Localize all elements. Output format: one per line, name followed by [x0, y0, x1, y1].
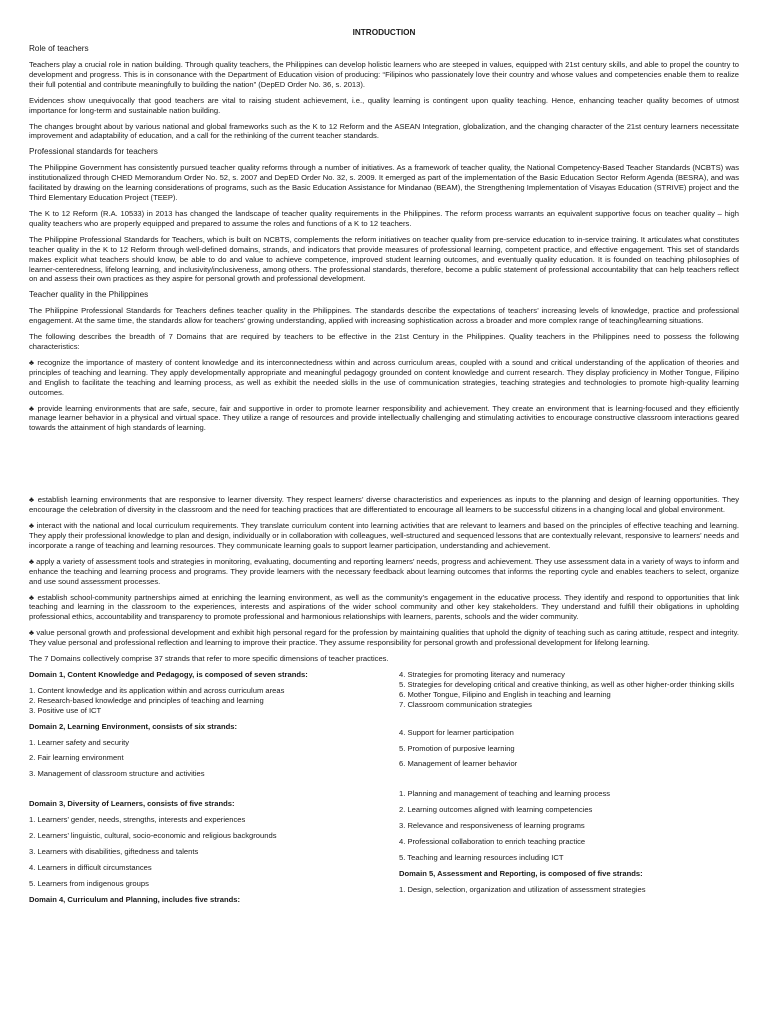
strand-item: 5. Strategies for developing critical and creative thinking, as well as other higher-order thinking skills [399, 679, 735, 689]
domain-3-heading: Domain 3, Diversity of Learners, consists of five strands: [29, 799, 235, 809]
bullet-paragraph: ♣ interact with the national and local curriculum requirements. They translate curriculum content into learning activities that are relevant to learners and based on the principles of effective teaching and learning. They apply their professional knowledge to plan and design, individually or in collaboration with colleagues, well-structured and sequenced lessons that are contextually relevant, responsive to learners’ needs and incorporate a range of teaching and learning resources. They communicate learning goals to support learner participation, understanding and achievement. [29, 521, 739, 550]
strand-item: 3. Relevance and responsiveness of learning programs [399, 821, 585, 831]
strand-item: 3. Learners with disabilities, giftedness and talents [29, 846, 199, 856]
page-title: INTRODUCTION [352, 28, 416, 37]
paragraph: The 7 Domains collectively comprise 37 strands that refer to more specific dimensions of teacher practices. [29, 654, 389, 664]
document-page [29, 28, 739, 905]
bullet-paragraph: ♣ establish learning environments that are responsive to learner diversity. They respect learners’ diverse characteristics and experiences as inputs to the planning and design of learning opportunities. They encourage the celebration of diversity in the classroom and the need for teaching practices that are differentiated to encourage all learners to be successful citizens in a changing local and global environment. [29, 495, 739, 515]
domain-2-heading: Domain 2, Learning Environment, consists of six strands: [29, 721, 238, 731]
domains-right-column [399, 670, 739, 905]
domain-1-heading: Domain 1, Content Knowledge and Pedagogy, is composed of seven strands: [29, 669, 308, 679]
strand-item: 2. Research-based knowledge and principles of teaching and learning [29, 695, 264, 705]
page-gap [29, 439, 739, 495]
paragraph: Evidences show unequivocally that good teachers are vital to raising student achievement, i.e., quality learning is contingent upon quality teaching. Hence, enhancing teacher quality becomes of utmost importance for long-term and sustainable nation building. [29, 95, 739, 115]
paragraph: The Philippine Professional Standards for Teachers defines teacher quality in the Philippines. The standards describe the expectations of teachers’ increasing levels of knowledge, practice and professional engagement. At the same time, the standards allow for teachers’ growing understanding, applied with increasing sophistication across a broader and more complex range of teaching/learning situations. [29, 306, 739, 326]
paragraph: Teachers play a crucial role in nation building. Through quality teachers, the Philippines can develop holistic learners who are steeped in values, equipped with 21st century skills, and able to propel the country to development and progress. This is in consonance with the Department of Education vision of producing: “Filipinos who passionately love their country and whose values and competencies enable them to realize their full potential and contribute meaningfully to building the nation” (DepED Order No. 36, s. 2013). [29, 60, 739, 89]
strand-item: 3. Management of classroom structure and activities [29, 769, 205, 779]
paragraph: The K to 12 Reform (R.A. 10533) in 2013 has changed the landscape of teacher quality requirements in the Philippines. The reform process warrants an equivalent supportive focus on teacher quality – high quality teachers who are properly equipped and prepared to assume the roles and functions of a K to 12 teachers. [29, 208, 739, 228]
strand-item: 1. Learner safety and security [29, 737, 130, 747]
domain-5-heading: Domain 5, Assessment and Reporting, is composed of five strands: [399, 868, 643, 878]
paragraph: The following describes the breadth of 7 Domains that are required by teachers to be effective in the 21st Century in the Philippines. Quality teachers in the Philippines need to possess the following characteristics: [29, 332, 739, 352]
bullet-paragraph: ♣ value personal growth and professional development and exhibit high personal regard for the profession by maintaining qualities that uphold the dignity of teaching such as caring attitude, respect and integrity. They value personal and professional reflection and learning to improve their practice. They assume responsibility for personal growth and professional development for lifelong learning. [29, 628, 739, 648]
strand-item: 5. Learners from indigenous groups [29, 878, 149, 888]
strand-item: 1. Content knowledge and its application within and across curriculum areas [29, 685, 285, 695]
strand-item: 4. Learners in difficult circumstances [29, 862, 152, 872]
strand-item: 4. Professional collaboration to enrich teaching practice [399, 837, 586, 847]
strand-item: 3. Positive use of ICT [29, 705, 102, 715]
section-heading-standards: Professional standards for teachers [29, 147, 158, 157]
strand-item: 6. Mother Tongue, Filipino and English in teaching and learning [399, 689, 611, 699]
strand-item: 2. Learning outcomes aligned with learning competencies [399, 805, 593, 815]
strand-item: 4. Support for learner participation [399, 727, 514, 737]
strand-item: 5. Promotion of purposive learning [399, 743, 515, 753]
bullet-paragraph: ♣ apply a variety of assessment tools and strategies in monitoring, evaluating, documenting and reporting learners’ needs, progress and achievement. They use assessment data in a variety of ways to inform and enhance the teaching and learning process and programs. They provide learners with the necessary feedback about learning outcomes that informs the reporting cycle and enables teachers to select, organize and use sound assessment processes. [29, 556, 739, 586]
domains-section [29, 670, 739, 905]
section-heading-role: Role of teachers [29, 44, 89, 53]
bullet-paragraph: ♣ recognize the importance of mastery of content knowledge and its interconnectedness within and across curriculum areas, coupled with a sound and critical understanding of the application of theories and principles of teaching and learning. They apply developmentally appropriate and meaningful pedagogy grounded on content knowledge and current research. They display proficiency in Mother Tongue, Filipino and English to facilitate the teaching and learning process, as well as exhibit the needed skills in the use of communication strategies, teaching strategies and technologies to promote high-quality learning outcomes. [29, 357, 739, 397]
paragraph: The changes brought about by various national and global frameworks such as the K to 12 Reform and the ASEAN Integration, globalization, and the changing character of the 21st century learners necessitate improvement and adaptability of education, and a call for the rethinking of the current teacher standards. [29, 121, 739, 141]
strand-item: 1. Planning and management of teaching and learning process [399, 789, 611, 799]
strand-item: 6. Management of learner behavior [399, 759, 518, 769]
bullet-paragraph: ♣ establish school-community partnerships aimed at enriching the learning environment, as well as the community’s engagement in the educative process. They identify and respond to opportunities that link teaching and learning in the classroom to the experiences, interests and aspirations of the wider school community and other key stakeholders. They understand and fulfill their obligations in upholding professional ethics, accountability and transparency to promote professional and harmonious relationships with learners, parents, schools and the wider community. [29, 592, 739, 622]
strand-item: 5. Teaching and learning resources including ICT [399, 852, 564, 862]
domain-4-heading: Domain 4, Curriculum and Planning, includes five strands: [29, 894, 240, 904]
strand-item: 2. Fair learning environment [29, 753, 124, 763]
strand-item: 7. Classroom communication strategies [399, 699, 532, 709]
strand-item: 1. Design, selection, organization and utilization of assessment strategies [399, 884, 646, 894]
paragraph: The Philippine Professional Standards for Teachers, which is built on NCBTS, complements the reform initiatives on teacher quality from pre-service education to in-service training. It articulates what constitutes teacher quality in the K to 12 Reform through well-defined domains, strands, and indicators that provide measures of professional learning, competent practice, and effective engagement. This set of standards makes explicit what teachers should know, be able to do and value to achieve competence, improved student learning outcomes, and eventually quality education. It is founded on teaching philosophies of learner-centeredness, lifelong learning, and inclusivity/inclusiveness, among others. The professional standards, therefore, become a public statement of professional accountability that can help teachers reflect on and assess their own practices as they aspire for personal growth and professional development. [29, 234, 739, 284]
strand-item: 2. Learners’ linguistic, cultural, socio-economic and religious backgrounds [29, 831, 277, 841]
strand-item: 4. Strategies for promoting literacy and numeracy [399, 669, 565, 679]
bullet-paragraph: ♣ provide learning environments that are safe, secure, fair and supportive in order to promote learner responsibility and achievement. They create an environment that is learning-focused and they efficiently manage learner behavior in a physical and virtual space. They utilize a range of resources and provide intellectually challenging and stimulating activities to encourage constructive classroom interactions geared towards the attainment of high standards of learning. [29, 403, 739, 433]
section-heading-quality: Teacher quality in the Philippines [29, 290, 149, 300]
strand-item: 1. Learners’ gender, needs, strengths, interests and experiences [29, 815, 246, 825]
domains-left-column [29, 670, 399, 905]
paragraph: The Philippine Government has consistently pursued teacher quality reforms through a number of initiatives. As a framework of teacher quality, the National Competency-Based Teacher Standards (NCBTS) was institutionalized through CHED Memorandum Order No. 52, s. 2007 and DepED Order No. 32, s. 2009. It emerged as part of the implementation of the Basic Education Sector Reform Agenda (BESRA), and was facilitated by drawing on the learning considerations of programs, such as the Basic Education Assistance for Mindanao (BEAM), the Strengthening Implementation of Visayas Education (STRIVE) project and the Third Elementary Education Project (TEEP). [29, 163, 739, 203]
